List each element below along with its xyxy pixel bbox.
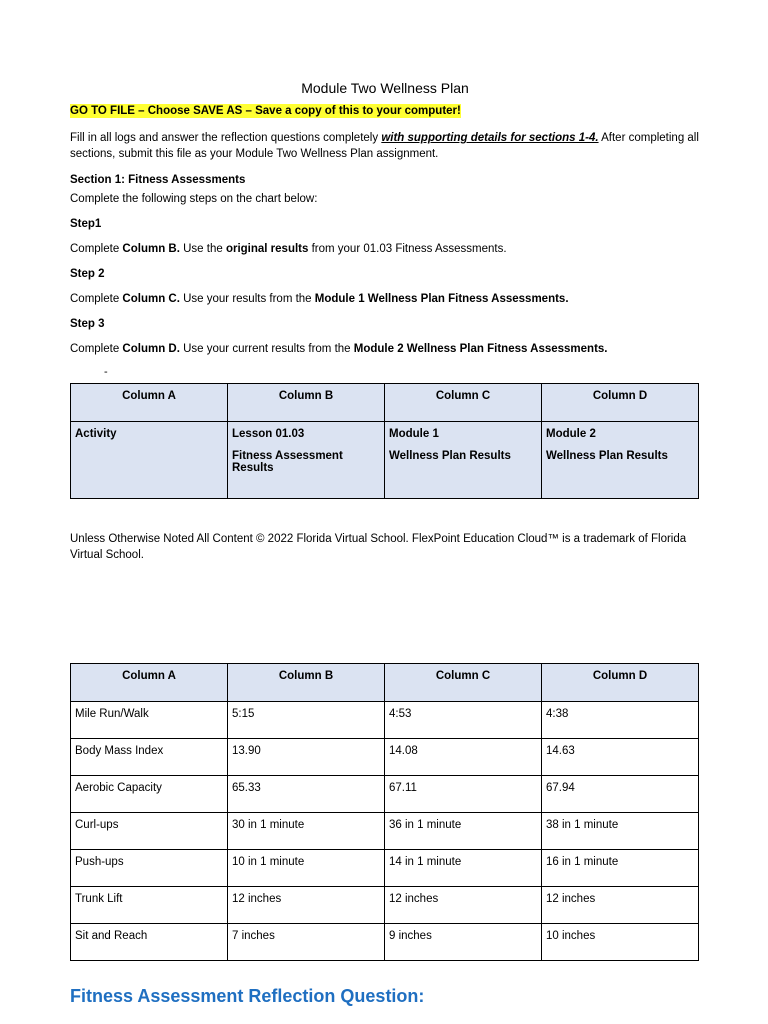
step-text: Complete Column C. Use your results from the Module 1 Wellness Plan Fitness Assessments. [70,293,569,305]
table-cell[interactable]: 67.94 [542,776,699,813]
table-row [71,850,699,887]
table-row [71,776,699,813]
table-row [71,422,699,499]
save-instruction-text: GO TO FILE – Choose SAVE AS – Save a copy of this to your computer! [70,105,461,117]
section-heading: Section 1: Fitness Assessments [70,174,246,186]
table-cell[interactable]: 4:38 [542,702,699,739]
intro-paragraph: Fill in all logs and answer the reflection questions completely with supporting details for sections 1-4. After completing all sections, submit this file as your Module Two Wellness Plan assignment. [70,132,699,160]
table-cell[interactable]: 14.63 [542,739,699,776]
table-cell[interactable]: 14 in 1 minute [385,850,542,887]
column-header: Column B [228,384,385,422]
reflection-heading: Fitness Assessment Reflection Question: [70,986,425,1006]
table-cell[interactable]: Push-ups [71,850,228,887]
table-cell[interactable]: 7 inches [228,924,385,961]
save-instruction [70,103,461,117]
table-cell[interactable]: 4:53 [385,702,542,739]
table-cell[interactable]: 5:15 [228,702,385,739]
table-cell[interactable]: 10 in 1 minute [228,850,385,887]
table-cell[interactable]: 12 inches [385,887,542,924]
table-cell[interactable]: Activity [71,422,228,499]
step-label: Step1 [70,218,102,230]
table-cell[interactable]: 65.33 [228,776,385,813]
section-instructions: Complete the following steps on the chart below: [70,193,318,205]
column-header: Column A [71,664,228,702]
table-cell[interactable]: Module 1 Wellness Plan Results [385,422,542,499]
column-header: Column A [71,384,228,422]
page-title: Module Two Wellness Plan [301,80,469,96]
table-cell[interactable]: 16 in 1 minute [542,850,699,887]
table-cell[interactable]: 67.11 [385,776,542,813]
table-row [71,702,699,739]
table-cell[interactable]: Mile Run/Walk [71,702,228,739]
table-row [71,739,699,776]
table-cell[interactable]: 12 inches [542,887,699,924]
column-header: Column D [542,384,699,422]
column-header: Column C [385,664,542,702]
header-table [70,383,699,499]
table-cell[interactable]: 12 inches [228,887,385,924]
step-label: Step 3 [70,318,105,330]
table-cell[interactable]: Lesson 01.03 Fitness Assessment Results [228,422,385,499]
column-header: Column B [228,664,385,702]
table-cell[interactable]: 36 in 1 minute [385,813,542,850]
dash-mark: - [104,366,108,378]
intro-emphasis: with supporting details for sections 1-4. [381,132,599,144]
copyright-notice: Unless Otherwise Noted All Content © 2022 Florida Virtual School. FlexPoint Education Cloud™ is a trademark of Florida Virtual School. [70,533,687,561]
step-label: Step 2 [70,268,105,280]
column-header: Column C [385,384,542,422]
table-cell[interactable]: Body Mass Index [71,739,228,776]
table-row [71,813,699,850]
table-cell[interactable]: Curl-ups [71,813,228,850]
column-header: Column D [542,664,699,702]
table-row [71,924,699,961]
table-cell[interactable]: 10 inches [542,924,699,961]
table-header-row [71,384,699,422]
step-text: Complete Column B. Use the original results from your 01.03 Fitness Assessments. [70,243,507,255]
table-cell[interactable]: 9 inches [385,924,542,961]
table-cell[interactable]: Module 2 Wellness Plan Results [542,422,699,499]
table-header-row [71,664,699,702]
table-row [71,887,699,924]
step-text: Complete Column D. Use your current results from the Module 2 Wellness Plan Fitness Assessments. [70,343,608,355]
table-cell[interactable]: Trunk Lift [71,887,228,924]
table-cell[interactable]: 38 in 1 minute [542,813,699,850]
table-cell[interactable]: 14.08 [385,739,542,776]
table-cell[interactable]: 30 in 1 minute [228,813,385,850]
table-cell[interactable]: 13.90 [228,739,385,776]
results-table [70,663,699,961]
table-cell[interactable]: Sit and Reach [71,924,228,961]
table-cell[interactable]: Aerobic Capacity [71,776,228,813]
